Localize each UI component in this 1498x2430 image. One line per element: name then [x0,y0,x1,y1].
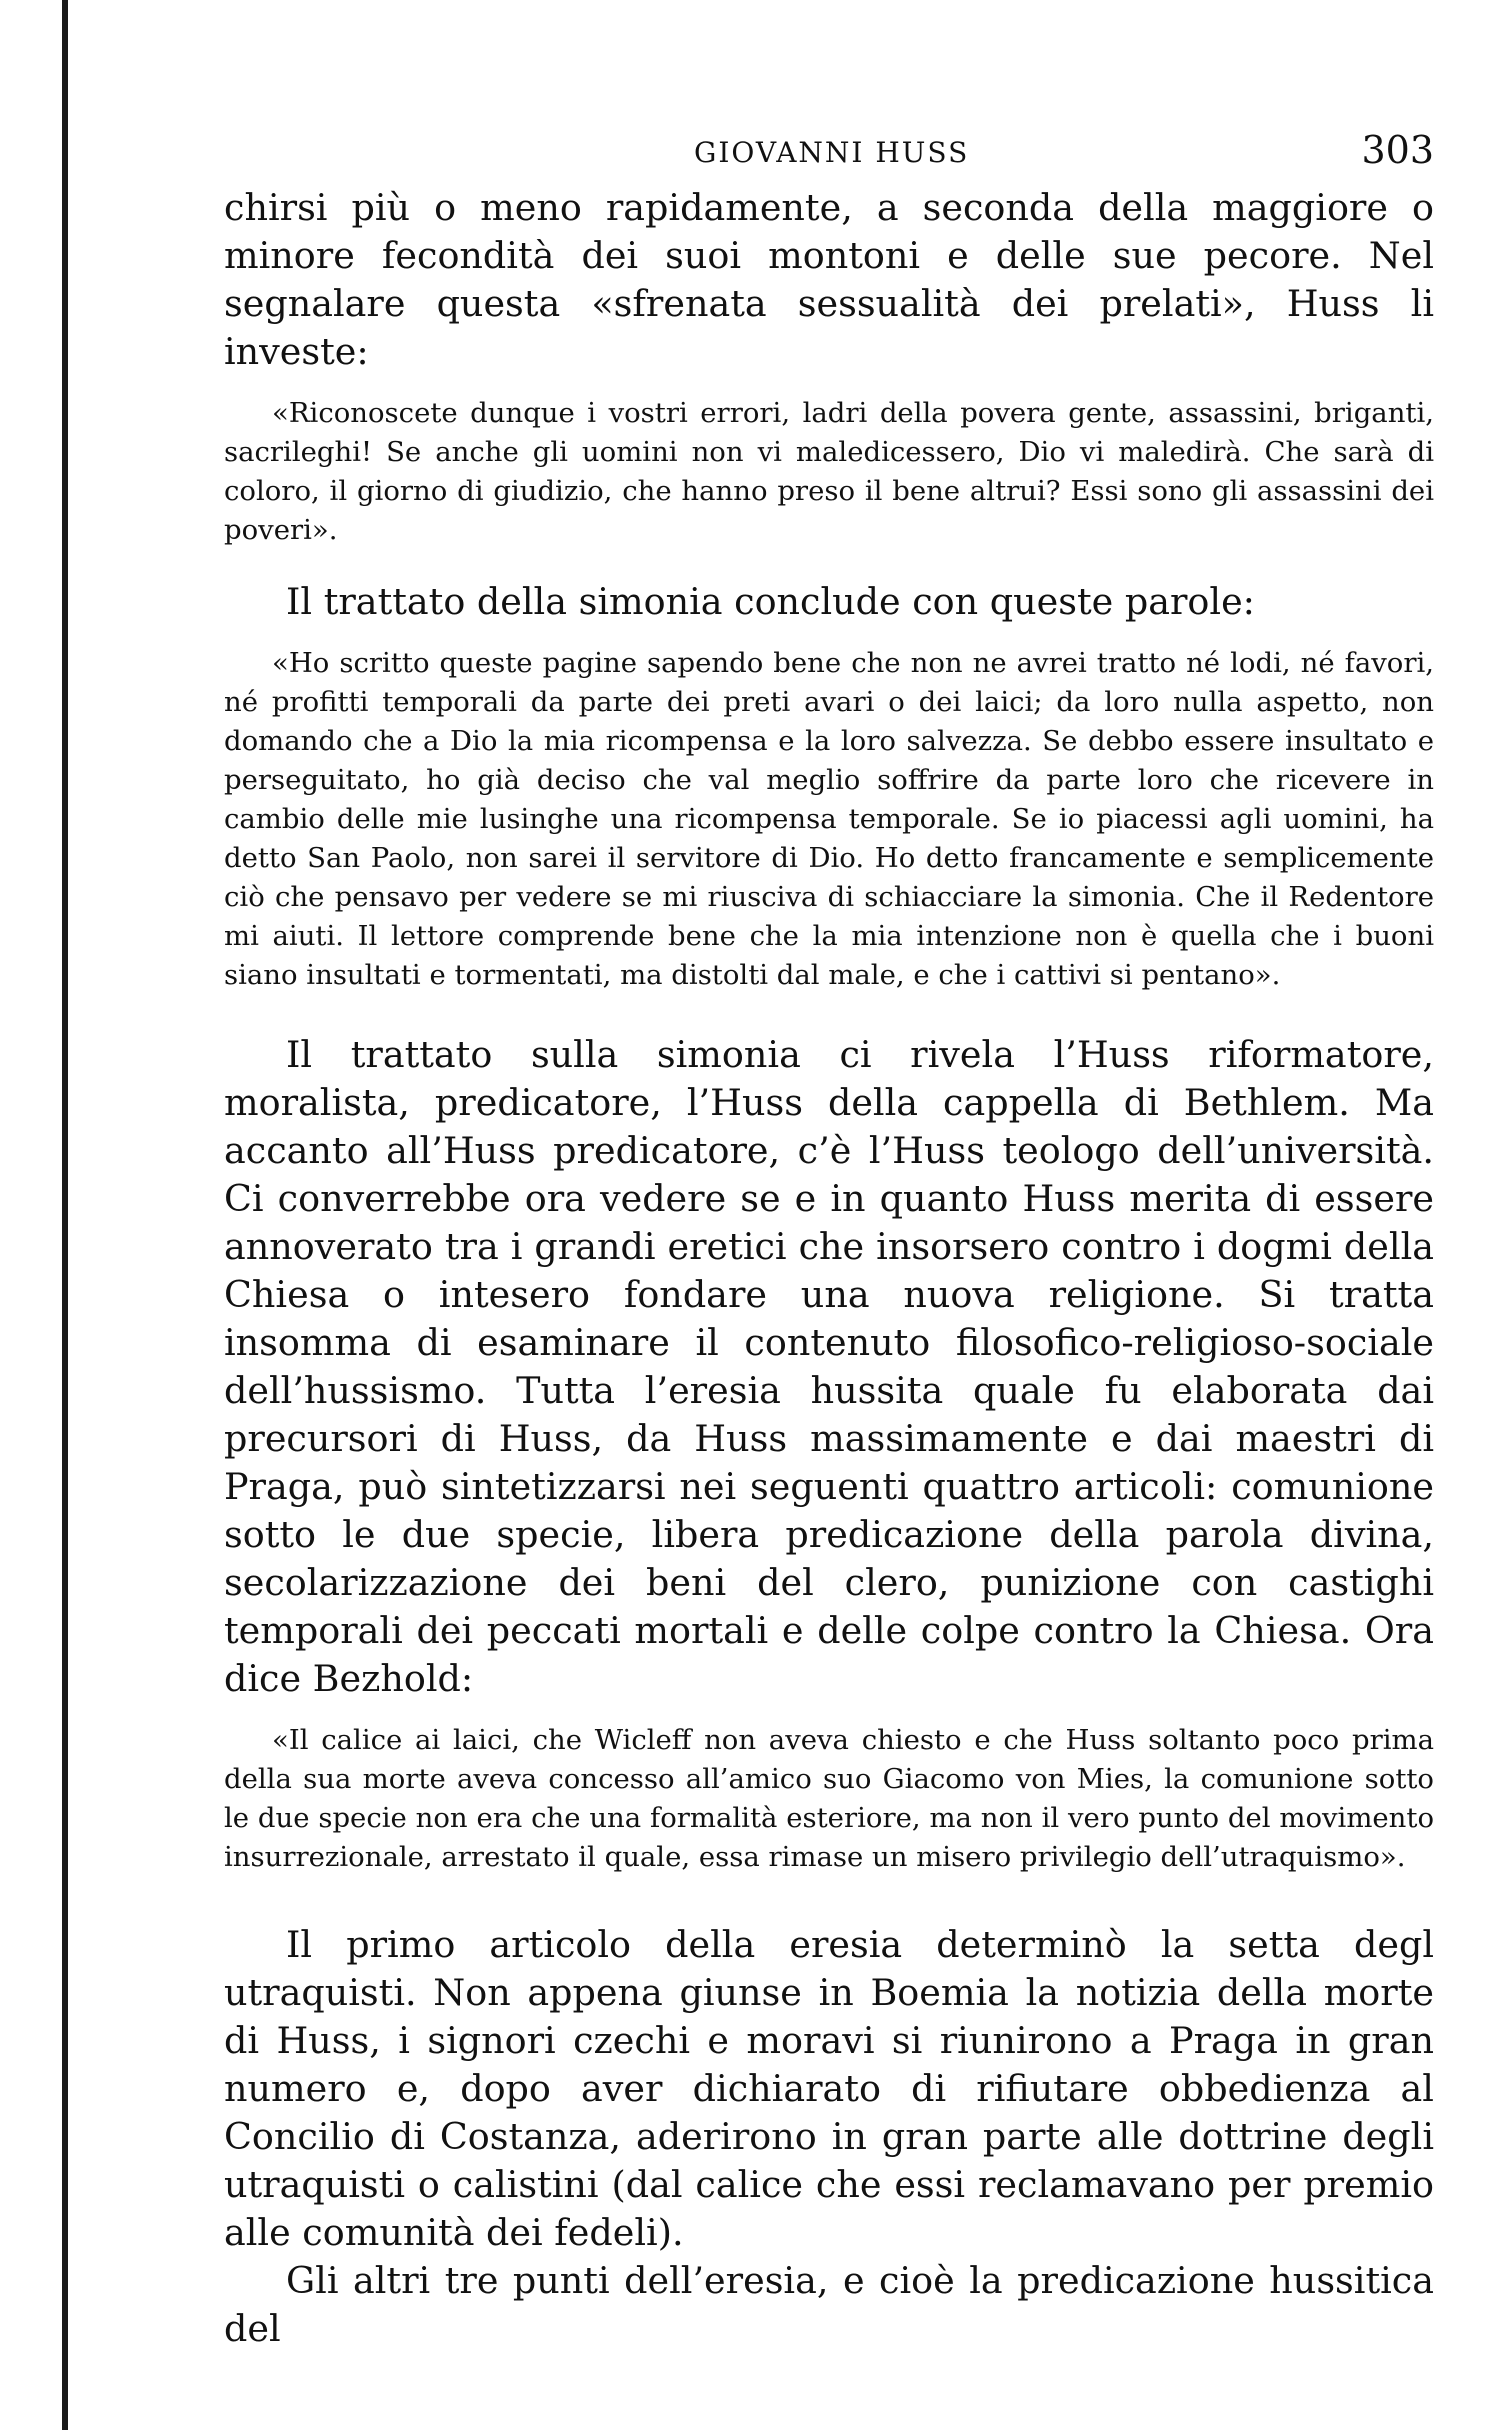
paragraph-primo-articolo: Il primo articolo della eresia determinò la setta degl utraquisti. Non appena giunse in Boemia la notizia della morte di Huss, i signori czechi e moravi si riunirono a Praga in gran numero e, dopo aver dichiarato di rifiutare obbedienza al Concilio di Costanza, aderirono in gran parte alle dottrine degli utraquisti o calistini (dal calice che essi reclamavano per premio alle comunità dei fedeli). [224,1923,1434,2254]
paragraph-altri-tre-punti: Gli altri tre punti dell’eresia, e cioè la predicazione hussitica del [224,2259,1434,2350]
quote-ho-scritto: «Ho scritto queste pagine sapendo bene che non ne avrei tratto né lodi, né favori, né profitti temporali da parte dei preti avari o dei laici; da loro nulla aspetto, non domando che a Dio la mia ricompensa e la loro salvezza. Se debbo essere insultato e perseguitato, ho già deciso che val meglio soffrire da parte loro che ricevere in cambio delle mie lusinghe una ricompensa temporale. Se io piacessi agli uomini, ha detto San Paolo, non sarei il servitore di Dio. Ho detto francamente e semplicemente ciò che pensavo per vedere se mi riusciva di schiacciare la simonia. Che il Redentore mi aiuti. Il lettore comprende bene che la mia intenzione non è quella che i buoni siano insultati e tormentati, ma distolti dal male, e che i cattivi si pentano». [224,647,1434,991]
page-binding-edge [62,0,68,2430]
quote-calice-ai-laici: «Il calice ai laici, che Wicleff non aveva chiesto e che Huss soltanto poco prima della sua morte aveva concesso all’amico suo Giacomo von Mies, la comunione sotto le due specie non era che una formalità esteriore, ma non il vero punto del movimento insurrezionale, arrestato il quale, essa rimase un misero privilegio dell’utraquismo». [224,1724,1434,1873]
paragraph-trattato-simonia: Il trattato della simonia conclude con queste parole: [286,580,1255,623]
paragraph-continuation: chirsi più o meno rapidamente, a seconda della maggiore o minore fecondità dei suoi montoni e delle sue pecore. Nel segnalare questa «sfrenata sessualità dei prelati», Huss li investe: [224,186,1434,373]
book-page [224,0,1434,2353]
running-head [224,0,1434,184]
paragraph-riformatore: Il trattato sulla simonia ci rivela l’Huss riformatore, moralista, predicatore, l’Huss della cappella di Bethlem. Ma accanto all’Huss predicatore, c’è l’Huss teologo dell’università. Ci converrebbe ora vedere se e in quanto Huss merita di essere annoverato tra i grandi eretici che insorsero contro i dogmi della Chiesa o intesero fondare una nuova religione. Si tratta insomma di esaminare il contenuto filosofico-religioso-sociale dell’hussismo. Tutta l’eresia hussita quale fu elaborata dai precursori di Huss, da Huss massimamente e dai maestri di Praga, può sintetizzarsi nei seguenti quattro articoli: comunione sotto le due specie, libera predicazione della parola divina, secolarizzazione dei beni del clero, punizione con castighi temporali dei peccati mortali e delle colpe contro la Chiesa. Ora dice Bezhold: [224,1033,1434,1700]
running-title: GIOVANNI HUSS [694,136,970,169]
page-number: 303 [1361,128,1434,172]
quote-riconoscete: «Riconoscete dunque i vostri errori, ladri della povera gente, assassini, briganti, sacrileghi! Se anche gli uomini non vi maledicessero, Dio vi maledirà. Che sarà di coloro, il giorno di giudizio, che hanno preso il bene altrui? Essi sono gli assassini dei poveri». [224,397,1434,546]
